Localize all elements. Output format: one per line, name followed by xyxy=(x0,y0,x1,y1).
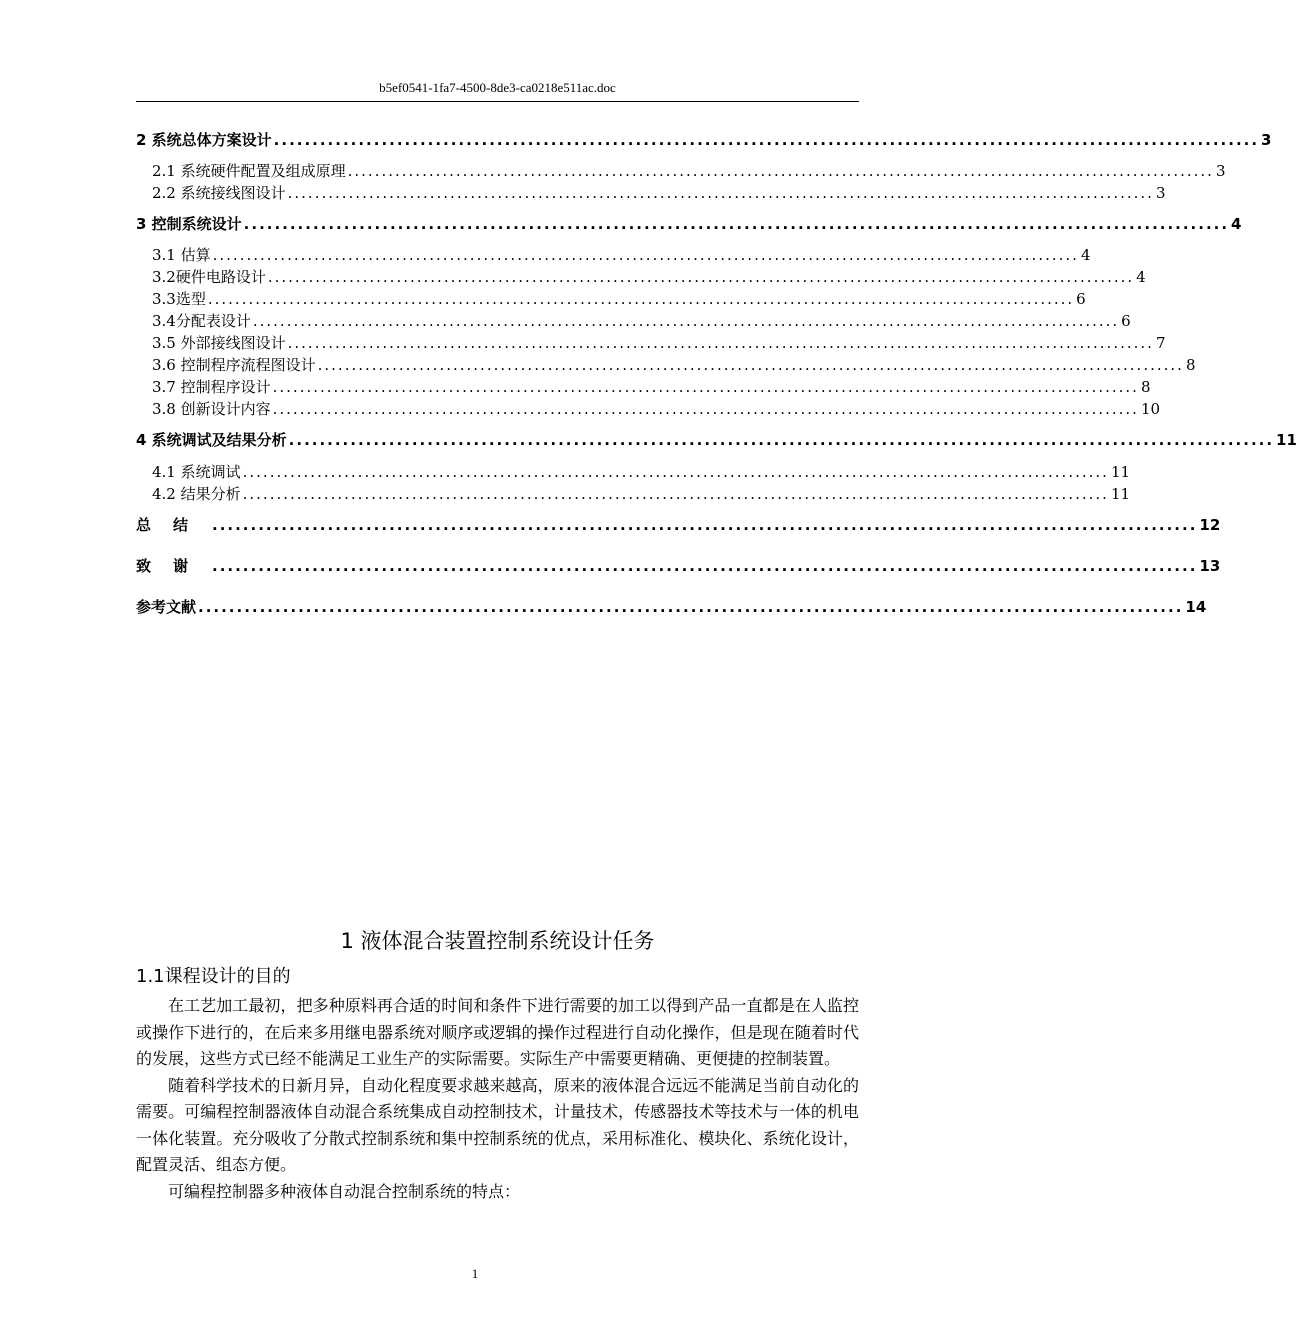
toc-entry-page: 4 xyxy=(1136,268,1146,286)
toc-entry-page: 6 xyxy=(1121,312,1131,330)
toc-leader-dots: ................................................................................................................................ xyxy=(212,246,1079,264)
toc-entry-label: 2.1 系统硬件配置及组成原理 xyxy=(152,162,346,180)
toc-entry-page: 13 xyxy=(1199,557,1221,575)
toc-entry-label: 4.2 结果分析 xyxy=(152,485,241,503)
toc-entry-chapter-2[interactable] xyxy=(136,128,1272,150)
toc-entry-page: 3 xyxy=(1261,131,1272,149)
paragraph: 可编程控制器多种液体自动混合控制系统的特点： xyxy=(168,1181,521,1201)
toc-entry-3-8[interactable] xyxy=(136,397,1161,419)
toc-entry-page: 7 xyxy=(1155,334,1166,352)
toc-entry-page: 3 xyxy=(1215,162,1226,180)
toc-entry-label: 3.8 创新设计内容 xyxy=(152,400,271,418)
toc-leader-dots: ................................................................................................................................ xyxy=(272,378,1139,396)
chapter-title: 1 液体混合装置控制系统设计任务 xyxy=(340,929,655,953)
toc-entry-3-4[interactable] xyxy=(136,309,1131,331)
toc-leader-dots: ................................................................................................................................ xyxy=(242,463,1109,481)
toc-entry-chapter-3[interactable] xyxy=(136,212,1242,234)
toc-leader-dots: ................................................................................................................................ xyxy=(273,131,1260,149)
toc-entry-3-6[interactable] xyxy=(136,353,1196,375)
toc-entry-label: 3 控制系统设计 xyxy=(136,215,242,233)
toc-entry-4-2[interactable] xyxy=(136,482,1131,504)
toc-leader-dots: ................................................................................................................................ xyxy=(212,557,1198,575)
toc-entry-2-1[interactable] xyxy=(136,159,1226,181)
toc-entry-label: 2 系统总体方案设计 xyxy=(136,131,272,149)
toc-entry-page: 11 xyxy=(1110,485,1131,503)
toc-leader-dots: ................................................................................................................................ xyxy=(242,485,1109,503)
toc-entry-page: 4 xyxy=(1231,215,1242,233)
toc-entry-label: 4 系统调试及结果分析 xyxy=(136,431,287,449)
toc-entry-3-5[interactable] xyxy=(136,331,1166,353)
toc-leader-dots: ................................................................................................................................ xyxy=(287,184,1154,202)
toc-leader-dots: ................................................................................................................................ xyxy=(212,516,1198,534)
toc-leader-dots: ................................................................................................................................ xyxy=(317,356,1184,374)
toc-leader-dots: ................................................................................................................................ xyxy=(267,268,1135,286)
paragraph: 随着科学技术的日新月异，自动化程度要求越来越高，原来的液体混合远远不能满足当前自动化的需要。可编程控制器液体自动混合系统集成自动控制技术，计量技术，传感器技术等技术与一体的机电一体化装置。充分吸收了分散式控制系统和集中控制系统的优点，采用标准化、模块化、系统化设计，配置灵活、组态方便。 xyxy=(136,1075,859,1174)
toc-entry-page: 10 xyxy=(1140,400,1161,418)
toc-entry-label: 3.4分配表设计 xyxy=(152,312,251,330)
toc-entry-3-2[interactable] xyxy=(136,265,1146,287)
toc-entry-page: 8 xyxy=(1140,378,1151,396)
page-header: b5ef0541-1fa7-4500-8de3-ca0218e511ac.doc xyxy=(136,80,859,102)
toc-leader-dots: ................................................................................................................................ xyxy=(198,598,1184,616)
toc-entry-3-3[interactable] xyxy=(136,287,1086,309)
toc-leader-dots: ................................................................................................................................ xyxy=(272,400,1139,418)
toc-entry-label: 4.1 系统调试 xyxy=(152,463,241,481)
toc-leader-dots: ................................................................................................................................ xyxy=(347,162,1214,180)
toc-entry-2-2[interactable] xyxy=(136,181,1166,203)
toc-entry-page: 11 xyxy=(1110,463,1131,481)
toc-entry-page: 14 xyxy=(1185,598,1207,616)
toc-leader-dots: ................................................................................................................................ xyxy=(252,312,1120,330)
section-title: 1.1课程设计的目的 xyxy=(136,966,291,987)
toc-entry-label: 3.1 估算 xyxy=(152,246,211,264)
toc-entry-label: 3.5 外部接线图设计 xyxy=(152,334,286,352)
toc-entry-3-1[interactable] xyxy=(136,243,1091,265)
toc-entry-page: 3 xyxy=(1155,184,1166,202)
toc-entry-label: 3.7 控制程序设计 xyxy=(152,378,271,396)
toc-entry-label: 总结 xyxy=(136,516,211,534)
toc-entry-page: 4 xyxy=(1080,246,1091,264)
toc-entry-references[interactable] xyxy=(136,595,1207,617)
toc-entry-page: 12 xyxy=(1199,516,1221,534)
toc-leader-dots: ................................................................................................................................ xyxy=(288,431,1275,449)
toc-entry-label: 3.6 控制程序流程图设计 xyxy=(152,356,316,374)
toc-entry-page: 6 xyxy=(1076,290,1086,308)
toc-entry-label: 3.3选型 xyxy=(152,290,206,308)
toc-entry-4-1[interactable] xyxy=(136,460,1131,482)
paragraph: 在工艺加工最初，把多种原料再合适的时间和条件下进行需要的加工以得到产品一直都是在人监控或操作下进行的，在后来多用继电器系统对顺序或逻辑的操作过程进行自动化操作，但是现在随着时代的发展，这些方式已经不能满足工业生产的实际需要。实际生产中需要更精确、更便捷的控制装置。 xyxy=(136,996,859,1068)
toc-entry-page: 8 xyxy=(1185,356,1196,374)
toc-leader-dots: ................................................................................................................................ xyxy=(243,215,1230,233)
page-number: 1 xyxy=(471,1266,479,1281)
toc-entry-label: 2.2 系统接线图设计 xyxy=(152,184,286,202)
toc-entry-acknowledgement[interactable] xyxy=(136,554,1221,576)
toc-entry-chapter-4[interactable] xyxy=(136,428,1297,450)
toc-leader-dots: ................................................................................................................................ xyxy=(287,334,1154,352)
toc-entry-label: 参考文献 xyxy=(136,598,197,616)
toc-entry-label: 3.2硬件电路设计 xyxy=(152,268,266,286)
toc-entry-label: 致谢 xyxy=(136,557,211,575)
toc-entry-summary[interactable] xyxy=(136,513,1221,535)
toc-entry-page: 11 xyxy=(1276,431,1297,449)
body-text xyxy=(136,993,859,1205)
toc-leader-dots: ................................................................................................................................ xyxy=(207,290,1075,308)
toc-entry-3-7[interactable] xyxy=(136,375,1151,397)
